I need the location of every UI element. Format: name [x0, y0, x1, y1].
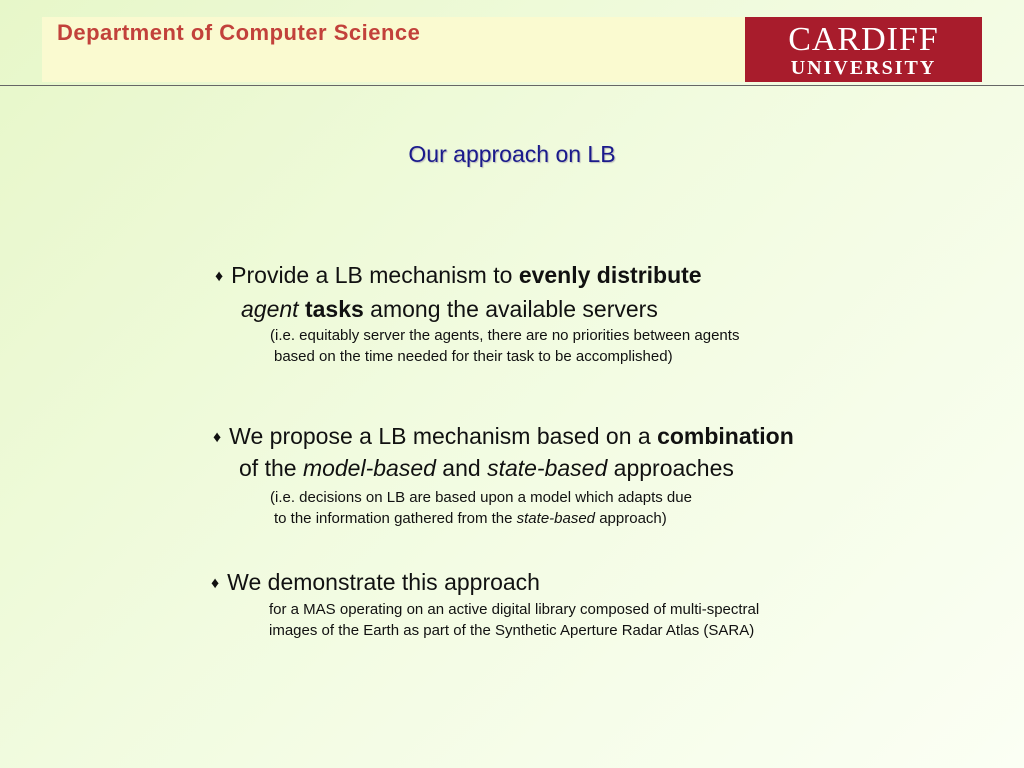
bullet-2-line-2: of the model-based and state-based approaches: [239, 455, 734, 481]
bullet-1-line-2: agent tasks among the available servers: [241, 296, 658, 322]
bullet-2-note: (i.e. decisions on LB are based upon a model which adapts due to the information gathered from the state-based approach): [270, 489, 692, 527]
university-logo: [745, 17, 982, 82]
department-name: Department of Computer Science: [57, 20, 421, 45]
diamond-bullet-icon: ♦: [213, 429, 222, 446]
diamond-bullet-icon: ♦: [215, 268, 224, 285]
slide-title: Our approach on LB: [408, 141, 616, 167]
header-divider: [0, 85, 1024, 86]
diamond-bullet-icon: ♦: [211, 575, 220, 592]
bullet-1-line-1: ♦ Provide a LB mechanism to evenly distribute: [215, 262, 702, 288]
bullet-2: [213, 421, 794, 484]
bullet-3-note: for a MAS operating on an active digital library composed of multi-spectral images of the Earth as part of the Synthetic Aperture Radar Atlas (SARA): [269, 601, 760, 639]
bullet-1: [215, 259, 702, 325]
logo-line1: CARDIFF: [788, 21, 939, 58]
bullet-3-line-1: ♦ We demonstrate this approach: [211, 569, 540, 595]
bullet-1-note: (i.e. equitably server the agents, there are no priorities between agents based on the time needed for their task to be accomplished): [270, 327, 740, 365]
logo-line2: UNIVERSITY: [790, 57, 937, 79]
bullet-2-line-1: ♦ We propose a LB mechanism based on a combination: [213, 423, 794, 449]
bullet-3: [211, 567, 540, 599]
